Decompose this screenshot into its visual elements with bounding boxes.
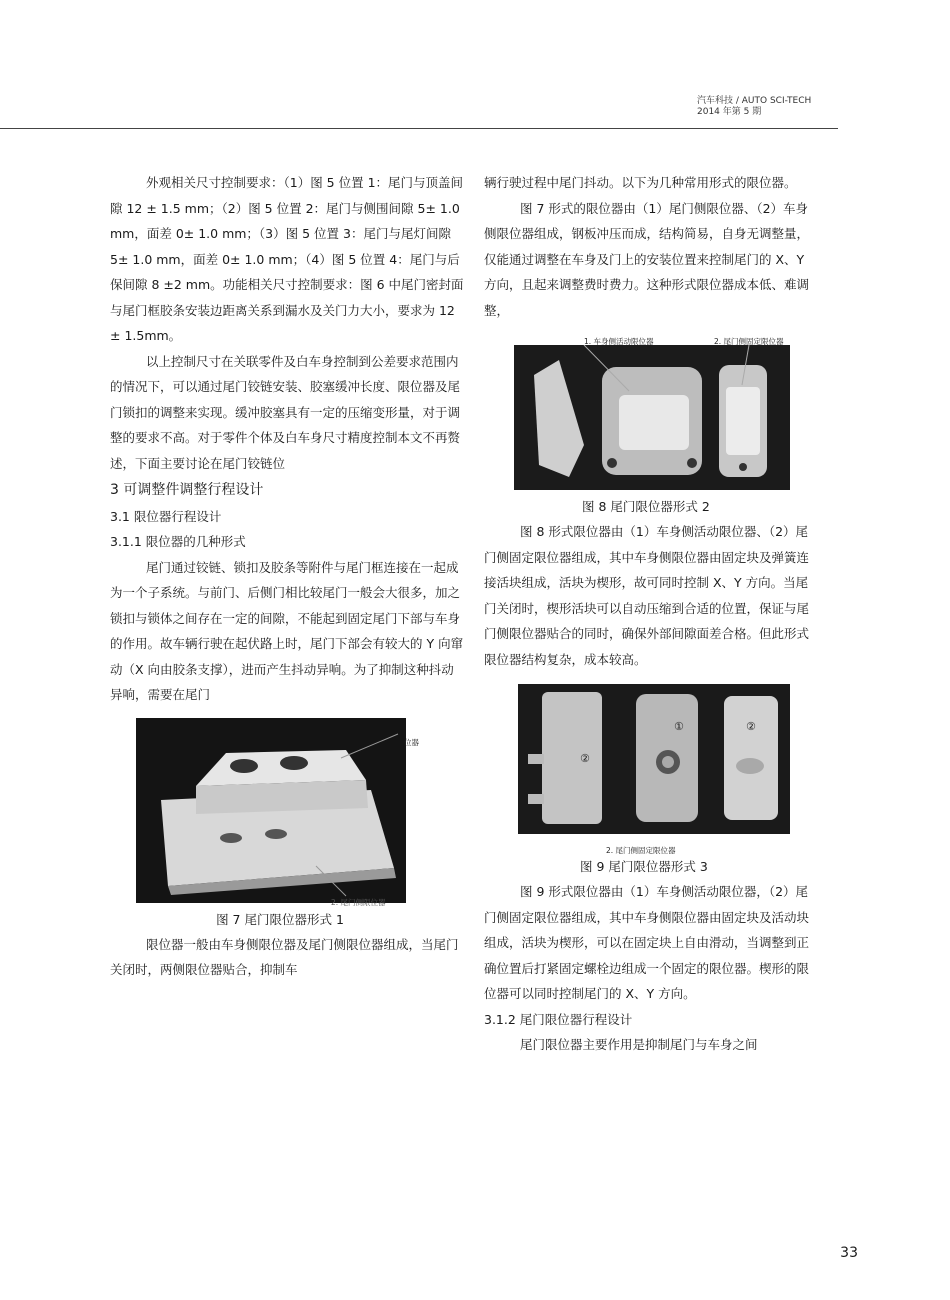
subsubsection-heading: 3.1.1 限位器的几种形式 (110, 534, 246, 549)
left-column (110, 170, 465, 983)
paragraph: 尾门通过铰链、锁扣及胶条等附件与尾门框连接在一起成为一个子系统。与前门、后侧门相比较尾门一般会大很多，加之锁扣与锁体之间存在一定的间隙，不能起到固定尾门下部与车身的作用。故车辆行驶在起伏路上时，尾门下部会有较大的 Y 向窜动（X 向由胶条支撑），进而产生抖动异响。为了抑制这种抖动异响，需要在尾门 (110, 559, 464, 702)
running-header (697, 96, 827, 118)
journal-name: 汽车科技 / AUTO SCI-TECH (697, 96, 812, 106)
figure-9 (518, 684, 790, 855)
figure-7-caption: 图 7 尾门限位器形式 1 (216, 911, 344, 927)
figure-9-caption: 图 9 尾门限位器形式 3 (580, 859, 708, 874)
issue-label: 2014 年第 5 期 (697, 107, 762, 117)
subsection-heading: 3.1 限位器行程设计 (110, 508, 222, 524)
figure-7-label-b: 2. 尾门侧限位器 (331, 897, 386, 907)
header-rule (0, 128, 838, 129)
paragraph: 图 7 形式的限位器由（1）尾门侧限位器、（2）车身侧限位器组成，钢板冲压而成，结构简易，自身无调整量，仅能通过调整在车身及门上的安装位置来控制尾门的 X、Y 方向，且起来调整费时费力。这种形式限位器成本低、难调整， (484, 200, 810, 318)
paragraph: 辆行驶过程中尾门抖动。以下为几种常用形式的限位器。 (484, 175, 797, 190)
section-heading: 3 可调整件调整行程设计 (110, 482, 264, 498)
figure-9-label: 2. 尾门侧固定限位器 (606, 846, 676, 855)
paragraph: 图 8 形式限位器由（1）车身侧活动限位器、（2）尾门侧固定限位器组成，其中车身侧限位器由固定块及弹簧连接活块组成，活块为楔形，故可同时控制 X、Y 方向。当尾门关闭时，楔形活块可以自动压缩到合适的位置，保证与尾门侧限位器贴合的同时，确保外部间隙面差合格。但此形式限位器结构复杂，成本较高。 (484, 524, 810, 667)
paragraph: 外观相关尺寸控制要求：（1）图 5 位置 1：尾门与顶盖间隙 12 ± 1.5 mm；（2）图 5 位置 2：尾门与侧围间隙 5± 1.0 mm，面差 0± 1.0 mm；（3）图 5 位置 3：尾门与尾灯间隙 5± 1.0 mm，面差 0± 1.0 mm；（4）图 5 位置 4：尾门与后保间隙 8 ±2 mm。功能相关尺寸控制要求：图 6 中尾门密封面与尾门框胶条安装边距离关系到漏水及关门力大小，要求为 12 ± 1.5mm。 (110, 175, 464, 343)
figure-8 (514, 327, 790, 490)
figure-8-caption: 图 8 尾门限位器形式 2 (582, 499, 710, 514)
figure-9-marker-2a: ② (580, 752, 590, 765)
figure-8-label-2: 2. 尾门侧固定限位器 (714, 337, 784, 346)
figure-7 (136, 718, 419, 907)
paragraph: 尾门限位器主要作用是抑制尾门与车身之间 (520, 1037, 758, 1052)
figure-9-photo (518, 684, 790, 834)
page-number: 33 (840, 1245, 858, 1261)
figure-8-photo (514, 345, 790, 490)
figure-7-photo (136, 718, 406, 903)
figure-9-marker-2b: ② (746, 720, 756, 733)
subsubsection-heading: 3.1.2 尾门限位器行程设计 (484, 1011, 633, 1027)
figure-7-label-a: 位器 (404, 737, 419, 747)
paragraph: 以上控制尺寸在关联零件及白车身控制到公差要求范围内的情况下，可以通过尾门铰链安装、胶塞缓冲长度、限位器及尾门锁扣的调整来实现。缓冲胶塞具有一定的压缩变形量，对于调整的要求不高。对于零件个体及白车身尺寸精度控制本文不再赘述，下面主要讨论在尾门铰链位 (110, 353, 461, 471)
figure-8-label-1: 1. 车身侧活动限位器 (584, 337, 654, 346)
paragraph: 图 9 形式限位器由（1）车身侧活动限位器，（2）尾门侧固定限位器组成，其中车身侧限位器由固定块及活动块组成，活块为楔形，可以在固定块上自由滑动，当调整到正确位置后打紧固定螺栓边组成一个固定的限位器。楔形的限位器可以同时控制尾门的 X、Y 方向。 (484, 884, 810, 1001)
figure-9-marker-1: ① (674, 720, 684, 733)
paragraph: 限位器一般由车身侧限位器及尾门侧限位器组成，当尾门关闭时，两侧限位器贴合，抑制车 (110, 936, 459, 977)
right-column (484, 170, 819, 1058)
